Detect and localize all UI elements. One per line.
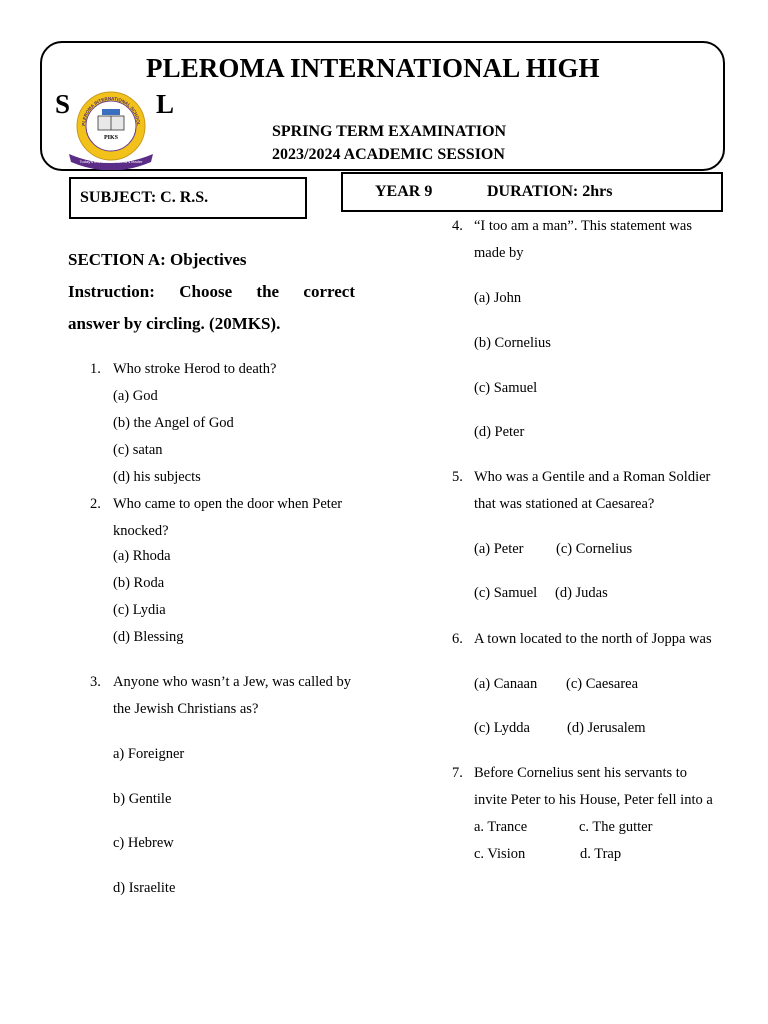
answer-option: (d) Peter (474, 424, 525, 440)
answer-option: (c) Lydda (474, 720, 530, 736)
answer-option: (a) John (474, 290, 522, 306)
exam-title: SPRING TERM EXAMINATION (272, 123, 507, 140)
logo-center-text: PIKS (103, 135, 119, 141)
answer-option: a) Foreigner (113, 746, 185, 762)
question-number: 3. (90, 674, 101, 690)
answer-option: (a) Rhoda (113, 548, 171, 564)
school-name-letter-s: S (55, 89, 71, 119)
answer-option: (d) Blessing (113, 629, 184, 645)
answer-option: (c) satan (113, 442, 163, 458)
answer-option: c) Hebrew (113, 835, 174, 851)
school-logo (66, 88, 156, 170)
answer-option: (d) Jerusalem (567, 720, 646, 736)
school-name: PLEROMA INTERNATIONAL HIGH (146, 53, 600, 83)
question-number: 1. (90, 361, 101, 377)
question-number: 4. (452, 218, 463, 234)
subject-label: SUBJECT: C. R.S. (80, 189, 209, 206)
answer-option: b) Gentile (113, 791, 172, 807)
year-label: YEAR 9 (375, 183, 433, 200)
answer-option: (c) Samuel (474, 585, 538, 601)
question-text: A town located to the north of Joppa was (474, 631, 712, 647)
instruction-line-1: Instruction: Choose the correct (68, 282, 355, 301)
question-text: Anyone who wasn’t a Jew, was called by (113, 674, 351, 690)
answer-option: d. Trap (580, 846, 622, 862)
school-name-letter-l: L (156, 89, 175, 119)
question-text: Who came to open the door when Peter (113, 496, 343, 512)
question-number: 2. (90, 496, 101, 512)
question-number: 6. (452, 631, 463, 647)
answer-option: (d) his subjects (113, 469, 201, 485)
logo-banner-text: Today's learner... tomorrow's leader (79, 159, 143, 164)
answer-option: (a) God (113, 388, 158, 404)
answer-option: (a) Peter (474, 541, 524, 557)
question-text: Who stroke Herod to death? (113, 361, 277, 377)
answer-option: (b) Cornelius (474, 335, 551, 351)
question-text: “I too am a man”. This statement was (474, 218, 692, 234)
academic-session: 2023/2024 ACADEMIC SESSION (272, 146, 505, 163)
answer-option: (c) Caesarea (566, 676, 639, 692)
answer-option: (b) Roda (113, 575, 165, 591)
answer-option: (c) Samuel (474, 380, 538, 396)
section-title: SECTION A: Objectives (68, 250, 247, 269)
question-text: invite Peter to his House, Peter fell into a (474, 792, 713, 808)
answer-option: (c) Lydia (113, 602, 166, 618)
logo-arc-text: PLEROMA INTERNATIONAL SCHOOL (80, 95, 142, 126)
question-text: the Jewish Christians as? (113, 701, 259, 717)
question-text: Before Cornelius sent his servants to (474, 765, 688, 781)
answer-option: (b) the Angel of God (113, 415, 234, 431)
question-text: Who was a Gentile and a Roman Soldier (474, 469, 711, 485)
question-number: 5. (452, 469, 463, 485)
question-text: knocked? (113, 523, 169, 539)
answer-option: d) Israelite (113, 880, 176, 896)
answer-option: c. Vision (474, 846, 526, 862)
question-text: made by (474, 245, 524, 261)
answer-option: (d) Judas (555, 585, 608, 601)
question-number: 7. (452, 765, 463, 781)
answer-option: a. Trance (474, 819, 528, 835)
duration-label: DURATION: 2hrs (487, 183, 613, 200)
instruction-line-2: answer by circling. (20MKS). (68, 314, 281, 333)
answer-option: (c) Cornelius (556, 541, 633, 557)
answer-option: (a) Canaan (474, 676, 538, 692)
question-text: that was stationed at Caesarea? (474, 496, 655, 512)
answer-option: c. The gutter (579, 819, 653, 835)
